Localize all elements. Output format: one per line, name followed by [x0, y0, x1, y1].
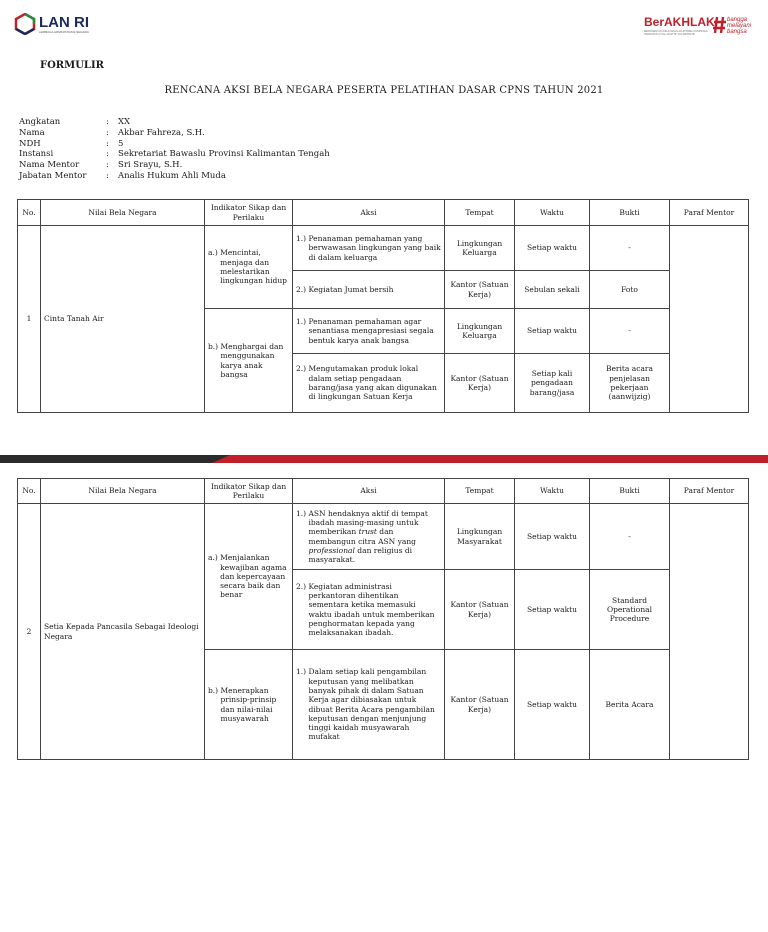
berakhlak-hash-icon	[713, 16, 727, 34]
col-header-paraf: Paraf Mentor	[670, 479, 749, 504]
aksi-text: Dalam setiap kali pengambilan keputusan yang melibatkan banyak pihak di dalam Satuan Kerja agar dibiasakan untuk dibuat Berita Acara pengambilan keputusan dengan menjunjung tinggi kaidah musyawarah mufakat	[308, 667, 435, 742]
waktu-cell: Setiap waktu	[515, 226, 590, 271]
aksi-cell	[293, 226, 445, 271]
lan-logo-name: LAN RI	[39, 13, 89, 31]
info-value: XX	[118, 117, 131, 127]
waktu-cell: Sebulan sekali	[515, 271, 590, 309]
info-label: NDH	[19, 138, 41, 149]
col-header-tempat: Tempat	[445, 479, 515, 504]
aksi-text: Kegiatan administrasi perkantoran dihentikan sementara ketika memasuki waktu ibadah untuk memberikan penghormatan kepada yang melaksanakan ibadah.	[308, 581, 435, 638]
info-row-nama-mentor	[19, 160, 330, 171]
aksi-text: Penanaman pemahaman yang berwawasan lingkungan yang baik di dalam keluarga	[308, 234, 441, 262]
col-header-paraf: Paraf Mentor	[670, 200, 749, 226]
col-header-indikator: Indikator Sikap dan Perilaku	[205, 200, 293, 226]
indikator-cell	[205, 309, 293, 413]
indikator-number: b.)	[208, 341, 221, 351]
col-header-nilai: Nilai Bela Negara	[41, 200, 205, 226]
info-row-jabatan-mentor	[19, 171, 330, 182]
info-label: Angkatan	[19, 117, 61, 127]
table-header-row	[18, 200, 749, 226]
lan-logo-icon	[14, 13, 36, 35]
info-row-ndh	[19, 139, 330, 150]
indikator-number: b.)	[208, 685, 221, 695]
table-row	[18, 226, 749, 271]
col-header-no: No.	[18, 479, 41, 504]
col-header-no: No.	[18, 200, 41, 226]
aksi-text-part: dan religius di masyarakat.	[308, 545, 413, 565]
col-header-aksi: Aksi	[293, 200, 445, 226]
bukti-cell: Berita Acara	[590, 650, 670, 760]
aksi-text-italic: trust	[358, 527, 377, 537]
info-separator: :	[106, 149, 109, 160]
tempat-cell: Lingkungan Masyarakat	[445, 504, 515, 570]
col-header-waktu: Waktu	[515, 479, 590, 504]
aksi-text	[308, 509, 441, 565]
col-header-nilai: Nilai Bela Negara	[41, 479, 205, 504]
aksi-text-part: ASN hendaknya aktif di tempat ibadah masing-masing untuk memberikan	[308, 508, 428, 537]
aksi-text-italic: professional	[308, 545, 355, 555]
indikator-number: a.)	[208, 553, 221, 563]
info-row-nama	[19, 128, 330, 139]
info-label: Nama Mentor	[19, 160, 80, 171]
info-label: Jabatan Mentor	[19, 170, 87, 181]
col-header-tempat: Tempat	[445, 200, 515, 226]
tempat-cell: Lingkungan Keluarga	[445, 309, 515, 354]
tempat-cell: Kantor (Satuan Kerja)	[445, 271, 515, 309]
aksi-cell	[293, 570, 445, 650]
paraf-mentor-cell[interactable]	[670, 226, 749, 413]
info-label: Nama	[19, 127, 45, 138]
aksi-number: 1.)	[296, 667, 309, 677]
indikator-cell	[205, 650, 293, 760]
action-plan-table-1	[17, 199, 749, 413]
table-row	[18, 504, 749, 570]
aksi-number: 1.)	[296, 508, 309, 518]
row-number: 1	[18, 226, 41, 413]
info-separator: :	[106, 117, 109, 127]
tempat-cell: Kantor (Satuan Kerja)	[445, 354, 515, 413]
indikator-number: a.)	[208, 248, 221, 258]
participant-info	[19, 117, 330, 182]
info-separator: :	[106, 127, 109, 138]
aksi-text: Mengutamakan produk lokal dalam setiap pengadaan barang/jasa yang akan digunakan di lingkungan Satuan Kerja	[308, 364, 437, 402]
aksi-cell	[293, 309, 445, 354]
col-header-indikator: Indikator Sikap dan Perilaku	[205, 479, 293, 504]
info-value: 5	[118, 138, 124, 149]
info-separator: :	[106, 170, 109, 181]
info-separator: :	[106, 160, 109, 171]
waktu-cell: Setiap waktu	[515, 309, 590, 354]
col-header-aksi: Aksi	[293, 479, 445, 504]
info-value: Sekretariat Bawaslu Provinsi Kalimantan Tengah	[118, 149, 330, 160]
aksi-number: 2.)	[296, 284, 309, 294]
indikator-text: Mencintai, menjaga dan melestarikan lingkungan hidup	[220, 248, 287, 286]
berakhlak-tagline: bangga melayani bangsa	[727, 17, 752, 35]
row-number: 2	[18, 504, 41, 760]
table-header-row	[18, 479, 749, 504]
indikator-cell	[205, 504, 293, 650]
col-header-waktu: Waktu	[515, 200, 590, 226]
aksi-cell	[293, 354, 445, 413]
info-row-angkatan	[19, 117, 330, 128]
info-value: Sri Srayu, S.H.	[118, 160, 183, 171]
indikator-text: Menghargai dan menggunakan karya anak bangsa	[220, 341, 284, 379]
form-title: FORMULIR	[40, 60, 104, 71]
bukti-cell: Foto	[590, 271, 670, 309]
waktu-cell: Setiap waktu	[515, 650, 590, 760]
divider-red-band	[212, 455, 768, 463]
lan-ri-logo	[14, 9, 89, 39]
bukti-cell: -	[590, 309, 670, 354]
tempat-cell: Kantor (Satuan Kerja)	[445, 570, 515, 650]
info-value: Akbar Fahreza, S.H.	[118, 127, 205, 138]
bukti-cell: Standard Operational Procedure	[590, 570, 670, 650]
aksi-text: Kegiatan Jumat bersih	[308, 284, 394, 294]
info-label: Instansi	[19, 149, 54, 160]
action-plan-table-2	[17, 478, 749, 760]
waktu-cell: Setiap waktu	[515, 504, 590, 570]
tempat-cell: Kantor (Satuan Kerja)	[445, 650, 515, 760]
col-header-bukti: Bukti	[590, 200, 670, 226]
bukti-cell: -	[590, 226, 670, 271]
indikator-text: Menerapkan prinsip-prinsip dan nilai-nilai musyawarah	[220, 685, 277, 723]
aksi-number: 2.)	[296, 581, 309, 591]
bukti-cell: -	[590, 504, 670, 570]
aksi-cell	[293, 504, 445, 570]
info-row-instansi	[19, 149, 330, 160]
aksi-number: 1.)	[296, 317, 309, 327]
indikator-cell	[205, 226, 293, 309]
indikator-text: Menjalankan kewajiban agama dan kepercayaan secara baik dan benar	[220, 553, 287, 600]
berakhlak-subtext: BERORIENTASI PELAYANAN AKUNTABEL KOMPETEN HARMONIS LOYAL ADAPTIF KOLABORATIF	[644, 30, 708, 36]
aksi-number: 2.)	[296, 364, 309, 374]
bukti-cell: Berita acara penjelasan pekerjaan (aanwijzig)	[590, 354, 670, 413]
divider-dark-band	[0, 455, 230, 463]
nilai-bela-negara: Setia Kepada Pancasila Sebagai Ideologi Negara	[41, 504, 205, 760]
aksi-cell	[293, 271, 445, 309]
page-divider	[0, 455, 768, 463]
waktu-cell: Setiap kali pengadaan barang/jasa	[515, 354, 590, 413]
aksi-text-part: dan membangun citra ASN yang	[308, 527, 416, 546]
berakhlak-logo	[640, 10, 755, 40]
tempat-cell: Lingkungan Keluarga	[445, 226, 515, 271]
aksi-number: 1.)	[296, 234, 309, 244]
info-value: Analis Hukum Ahli Muda	[118, 170, 226, 181]
berakhlak-brand: BerAKHLAK	[644, 15, 715, 29]
info-separator: :	[106, 138, 109, 149]
col-header-bukti: Bukti	[590, 479, 670, 504]
lan-logo-tagline: LEMBAGA ADMINISTRASI NEGARA	[39, 29, 89, 34]
page-title: RENCANA AKSI BELA NEGARA PESERTA PELATIHAN DASAR CPNS TAHUN 2021	[164, 85, 604, 96]
waktu-cell: Setiap waktu	[515, 570, 590, 650]
aksi-text: Penanaman pemahaman agar senantiasa mengapresiasi segala bentuk karya anak bangsa	[308, 317, 434, 345]
aksi-cell	[293, 650, 445, 760]
paraf-mentor-cell[interactable]	[670, 504, 749, 760]
nilai-bela-negara: Cinta Tanah Air	[41, 226, 205, 413]
